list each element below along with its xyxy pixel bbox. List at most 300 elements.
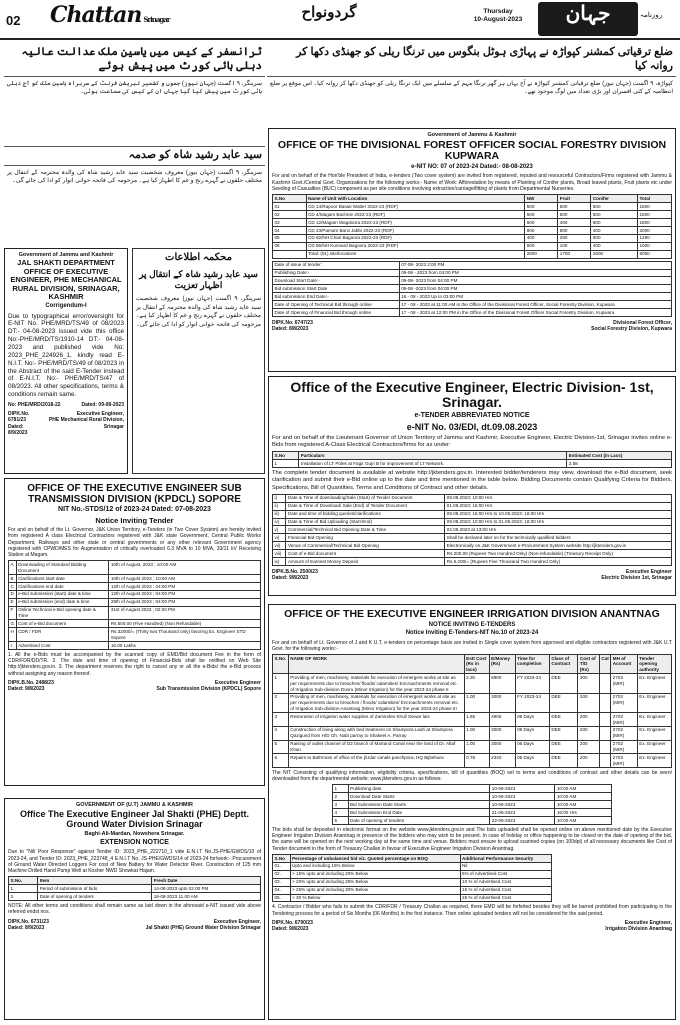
table-header-cell: S.No [273, 195, 307, 203]
table-cell: 2600 [591, 250, 638, 258]
table-cell: 2.30 [464, 674, 489, 693]
table-row [273, 203, 672, 211]
table-cell: 05 [273, 234, 307, 242]
table-cell: Online Technical e-Bid opening date & Time [16, 606, 109, 620]
table-cell: Publishing date [348, 785, 490, 793]
urdu-paragraph-condolence: سرینگر، ۹ اگست (جہان نیوز) معروف شخصیت سید عابد رشید شاہ کی والدہ محترمہ کے انتقال پر مختلف حلقوں نے گہرے رنج و غم کا اظہار کیا ہے۔ مرحومہ کی فاتحہ خوانی اتوار کو ادا کی جائے گی۔ [7, 169, 263, 185]
ad-ref-no: No: PHE/MRD/2018-22 [8, 401, 61, 408]
table-row [273, 870, 552, 878]
table-cell: 10-08-2023 [490, 785, 555, 793]
table-cell: Clarifications start date [16, 575, 109, 583]
table-cell: 800 [525, 226, 558, 234]
table-row [333, 817, 612, 825]
table-cell: 500 [558, 211, 591, 219]
table-cell: 500 [591, 211, 638, 219]
table-cell: iii) [273, 510, 286, 518]
ad-title: Office of the Executive Engineer, Electric Division- 1st, Srinagar. [290, 379, 654, 411]
table-header-cell: Percentage of unbalanced bid viz. Quoted percentage on BOQ [290, 854, 460, 862]
table-cell: 500 [591, 203, 638, 211]
brand-logo [50, 2, 170, 30]
table-cell: Venue of Commercial/Technical Bid Opening [286, 542, 445, 550]
table-cell: Ex. Engineer [637, 693, 671, 712]
ad-signoff [272, 920, 672, 933]
table-cell: 07-08- 2023 2:00 PM [399, 261, 671, 269]
table-cell: CD 56/NH Kunnard Bagoora 2022-23 (RDF) [306, 242, 525, 250]
table-cell: 12th of August 2023 ; 04:00 PM [109, 590, 261, 598]
table-cell: Nil [460, 862, 551, 870]
table-row [273, 261, 672, 269]
table-cell: Advertised Cost [16, 641, 109, 649]
table-row [273, 226, 672, 234]
table-cell: 05 Days [515, 754, 549, 768]
ad-title: Office The Executive Engineer Jal Shakti (PHE) Deptt. Ground Water Division Srinagar [19, 808, 250, 829]
table-cell: 2 [333, 793, 349, 801]
table-cell: 09.08.2023; 16:00 Hrs to 10.09.2023; 16:00 Hrs [445, 510, 672, 518]
table-cell: 10th of August 2023 ; 10:00 AM [109, 575, 261, 583]
table-header-cell: MH of Account [611, 655, 637, 674]
table-cell: 2702 (MIR) [611, 726, 637, 740]
ad-title: OFFICE OF THE EXECUTIVE ENGINEER SUB TRANSMISSION DIVISION (KPDCL) SOPORE [27, 483, 242, 505]
table-cell: Period of submission of bids [38, 885, 152, 893]
table-cell: Bid Submission Date Starts [348, 801, 490, 809]
table-cell: 800 [591, 218, 638, 226]
headline-main: ضلع ترقیاتی کمشنر کپواڑہ نے پہاڑی ہوٹل بنگوس میں ترنگا ریلی کو جھنڈی دکھا کر روانہ کیا [267, 44, 676, 77]
table-cell: ix) [273, 558, 286, 566]
table-cell: Date of opening of tenders [348, 817, 490, 825]
table-cell: Bid submission Start Date [273, 285, 400, 293]
ad-electric-division [268, 376, 676, 596]
table-cell: DEE [549, 693, 578, 712]
table-header-cell: S.No [273, 452, 299, 460]
table-row [333, 785, 612, 793]
table-header-row [273, 655, 672, 674]
table-cell: 16:00 Hrs [555, 809, 612, 817]
ad-gov: Government of Jammu and Kashmir [18, 252, 114, 258]
table-cell: 600 [525, 218, 558, 226]
table-cell: 16.00 Lakhs [109, 641, 261, 649]
issue-date-value: 10-August-2023 [473, 16, 523, 24]
table-cell: 300 [578, 674, 599, 693]
table-header-cell: Additional Performance Security [460, 854, 551, 862]
table-cell: Commercial/Technical Bid Opening Date & Time [286, 526, 445, 534]
table-cell: 2340 [489, 754, 515, 768]
ad-ref [8, 402, 124, 408]
table-cell: 09-08 - 2023 from 04:00 PM [399, 269, 671, 277]
table-cell: 1 [273, 460, 299, 468]
table-cell: 10-08-2023 [490, 801, 555, 809]
ad-schedule-table [272, 494, 672, 566]
table-header-cell: Tender opening authority [637, 655, 671, 674]
table-cell: 1500 [637, 211, 671, 219]
table-cell: Ex. Engineer [637, 754, 671, 768]
table-cell: FY 2023-24 [515, 674, 549, 693]
paper-logo-sub: روزنامہ [640, 12, 663, 19]
table-cell: 3 [333, 801, 349, 809]
ad-note: NOTE: All other terms and conditions shall remain same as laid down in the aforesaid e-NIT issued vide above referred endst nos. [8, 903, 261, 916]
table-row [273, 309, 672, 317]
ad-schedule-table [332, 784, 612, 825]
table-cell: 02.09.2023 at 13:00 Hrs [445, 526, 672, 534]
table-cell: 500 [525, 203, 558, 211]
table-cell: iv) [273, 518, 286, 526]
table-cell: Download Date Starts [348, 793, 490, 801]
table-cell: 22-08-2023 [490, 817, 555, 825]
table-cell [599, 713, 610, 727]
table-row [9, 575, 261, 583]
table-cell: 10:00 AM [555, 785, 612, 793]
table-row [273, 269, 672, 277]
table-cell: v) [273, 526, 286, 534]
table-row [273, 862, 552, 870]
table-cell: 8050 [637, 250, 671, 258]
table-cell: 2702 (MIR) [611, 740, 637, 754]
table-cell: 2702 (MIR) [611, 713, 637, 727]
table-row [9, 590, 261, 598]
table-row [273, 740, 672, 754]
table-cell [273, 250, 307, 258]
table-row [273, 726, 672, 740]
table-row [273, 534, 672, 542]
condolence-box-title: محکمہ اطلاعات [165, 252, 232, 263]
table-cell: 250 [558, 234, 591, 242]
table-header-cell: Time for completion [515, 655, 549, 674]
table-cell: Restoration of irrigation water supplies of Zaminden Khul/ Dewar lais [288, 713, 464, 727]
table-row [9, 582, 261, 590]
table-cell: 1 [333, 785, 349, 793]
table-cell: 500 [525, 242, 558, 250]
ad-body: For and on behalf of the Lieutenant Governor of Union Territory of Jammu and Kashmir, Executive Engineer, Electric Division-1st, Srinagar invites online e-Bids from registered A-Class Electrical Contractors/firms for as under: [272, 434, 672, 449]
table-header-row [9, 877, 261, 885]
ad-signatory: Executive Engineer, [76, 411, 124, 418]
condolence-box-heading: سید عابد رشید شاہ کے انتقال پر اظہار تعزیت [139, 268, 258, 290]
urdu-news-condolence [4, 146, 265, 246]
table-cell: DEE [549, 674, 578, 693]
table-cell: FY 2023-24 [515, 693, 549, 712]
table-cell: 1. [9, 885, 38, 893]
ad-signatory-office: Sub Transmission Division (KPDCL) Sopore [156, 686, 261, 693]
table-cell: E [9, 598, 17, 606]
ad-dipk: DIPK.No. 6790/23 [272, 919, 313, 926]
table-cell: > 20% upto and including 25% Below [290, 878, 460, 886]
table-cell: 09-08- 2023 from 04:00 PM [399, 277, 671, 285]
table-cell: 2000 [637, 226, 671, 234]
table-cell: 1.65 [464, 713, 489, 727]
table-cell: 2800 [525, 250, 558, 258]
table-header-cell: S.No [273, 854, 291, 862]
ad-signatory-office: Electric Division 1st, Srinagar [601, 575, 672, 582]
table-row [273, 494, 672, 502]
table-cell: Financial Bid Opening [286, 534, 445, 542]
table-header-cell: Conifer [591, 195, 638, 203]
table-cell: Ex. Engineer [637, 740, 671, 754]
table-cell: 3 [273, 713, 289, 727]
table-cell: 10:00 AM [555, 817, 612, 825]
table-cell: Download Start Date:- [273, 277, 400, 285]
ad-works-table [272, 654, 672, 768]
table-row [273, 502, 672, 510]
ad-date-table [8, 876, 261, 901]
table-cell [599, 754, 610, 768]
table-cell: Providing of men, machinery, materials for execution of emergent works at site as per requirements due to breaches/ floods/ calamities/ Encroachments removal etc. of Irrigation Sub-division Dooru (Minor Irrigation) for the year 2023-24 phase II [288, 674, 464, 693]
table-header-cell: Item [38, 877, 152, 885]
table-row [273, 211, 672, 219]
table-cell: 500 [525, 211, 558, 219]
table-row [273, 460, 672, 468]
table-cell: Total: (01) site/locations [306, 250, 525, 258]
table-cell: Rs.200.00 (Rupees Two Hundred Only) (Non-refundable) (Treasury Receipt Only) [445, 550, 672, 558]
table-cell: CD 23/Pamam Banii Jabbi 2022-23 (RDF) [306, 226, 525, 234]
table-header-cell: Total [637, 195, 671, 203]
table-header-cell: Cat [599, 655, 610, 674]
ad-gov: Government of Jammu & Kashmir [427, 132, 517, 138]
table-cell: 01 [273, 203, 307, 211]
table-cell: CD 62/NH Chari Bagoora 2022-23 (RDF) [306, 234, 525, 242]
table-row [273, 713, 672, 727]
table-row [273, 894, 552, 902]
table-cell: 21-08-2023 [490, 809, 555, 817]
table-cell: I [9, 641, 17, 649]
table-cell: CD 4/Magam Bachnie 2022-23 (RDF) [306, 211, 525, 219]
urdu-paragraph-main: کپواڑہ، ۹ اگست (جہان نیوز) ضلع ترقیاتی کمشنر کپواڑہ نے آج یہاں ہر گھر ترنگا مہم کے سلسلے میں ایک ترنگا ریلی کو جھنڈی دکھا کر روانہ کیا۔ اس موقع پر ضلع انتظامیہ کے کئی افسران اور بڑی تعداد میں لوگ موجود تھے۔ [270, 80, 674, 96]
table-cell: CD 14/Rapoor Basati Watter 2022-23 (RDF) [306, 203, 525, 211]
table-cell: 4905 [489, 713, 515, 727]
ad-dated: Dated: 8/8/2023 [272, 326, 309, 333]
table-cell: 4 [333, 809, 349, 817]
table-row [273, 674, 672, 693]
ad-schedule-table [8, 560, 261, 650]
table-cell: 09-08 -2023 from 04:00 PM [399, 285, 671, 293]
table-cell: > 15% upto and including 20% Below [290, 870, 460, 878]
ad-kpdcl-sopore [4, 478, 265, 786]
table-cell: G [10, 620, 15, 626]
table-cell: Ex. Engineer [637, 726, 671, 740]
table-cell: 1000 [637, 242, 671, 250]
ad-body-3: 4. Contractor / Bidder who fails to submit the CDR/FDR / Treasury Challan as required, there EMD will be forfeited besides they will be barred prohibited from participating in the Tendering process for a period of Six Months (06 Months) in the first instance. Then online uploaded tenders will not be considered for the said period. [272, 904, 672, 917]
table-row [273, 277, 672, 285]
ad-schedule-table [272, 261, 672, 317]
table-cell: Downloading of Standard Bidding Document [16, 561, 109, 575]
table-row [273, 550, 672, 558]
ad-dated: Dated: 8/9/2023 [8, 924, 45, 931]
table-cell: 2.58 [567, 460, 672, 468]
table-header-cell: S.No. [9, 877, 38, 885]
ad-phe-mechanical [4, 248, 128, 474]
ad-signoff [8, 680, 261, 693]
table-cell: 6 [273, 754, 289, 768]
table-cell: 1800 [637, 218, 671, 226]
table-header-cell: Particulars [299, 452, 567, 460]
ad-signatory: Executive Engineer, [624, 919, 672, 926]
table-cell: 09.08.2023; 10:00 Hrs [445, 494, 672, 502]
table-cell: 1.00 [464, 740, 489, 754]
table-cell: 2. [9, 893, 38, 901]
table-row [273, 878, 552, 886]
table-cell: Rs.5,200/= (Rupees Five Thousand Two Hundred Only) [445, 558, 672, 566]
table-header-row [273, 195, 672, 203]
table-header-cell: NAME OF WORK [288, 655, 464, 674]
table-cell: 02 [273, 211, 307, 219]
table-header-cell: Fresh Date [152, 877, 261, 885]
table-cell: Date & Time of Download/ Sale (End) of Tender Document [286, 502, 445, 510]
table-cell: 5 [273, 740, 289, 754]
table-cell: Publishing Date:- [273, 269, 400, 277]
table-cell: 14-08-2023 upto 02.00 PM [152, 885, 261, 893]
table-row [273, 250, 672, 258]
table-cell: 12th of August 2023 ; 04:00 PM [109, 582, 261, 590]
table-cell: 01.09.2023; 16:00 Hrs [445, 502, 672, 510]
ad-signatory-office: PHE Mechanical Rural Division, Srinagar [48, 417, 124, 430]
urdu-paragraph-left: سرینگر، ۹ اگست (جہان نیوز) جموں و کشمیر لبریشن فرنٹ کے سربراہ یاسین ملک کو آج دہلی ہائی کورٹ میں پیش کیا گیا جہاں ان کے کیس کی سماعت ہوئی۔ [7, 80, 262, 96]
table-cell: DEE [549, 740, 578, 754]
ad-dipk: DIPK.No. 6781/23 [8, 411, 30, 424]
table-row [9, 606, 261, 620]
table-row [273, 242, 672, 250]
ad-rebate-table [272, 854, 552, 903]
ad-body-2: The bids shall be deposited in electronic format on the website www.jktenders.gov.in and The bids uploaded shall be opened online on above mentioned date by the Executive Engineer Irrigation Division Anantnag in presence of the bidders who may wish to be present. In case of holiday or office happening to be closed on the date of opening of the bid, the same will be opened on the next working day at the same time and venue. Bidders must ensure to upload scanned copies (on 100dpi) of all necessary documents like Cost of Tender document in the form of Treasury Challan in favour of Executive Engineer Irrigation Division Anantnag. [272, 826, 672, 852]
table-row [9, 598, 261, 606]
table-cell: DEE [549, 713, 578, 727]
brand-name: Chattan [50, 2, 142, 28]
table-row [273, 693, 672, 712]
table-header-cell: Estt Cost (Rs in lacs) [464, 655, 489, 674]
table-cell: 0.78 [464, 754, 489, 768]
table-cell: 09.08.2023; 10:00 Hrs to 01.09.2023; 16:00 Hrs [445, 518, 672, 526]
table-header-cell: E/Money (Rs) [489, 655, 515, 674]
table-cell: 3000 [489, 726, 515, 740]
table-cell: 2 [273, 693, 289, 712]
urdu-news-left [4, 44, 265, 144]
ad-signatory: Executive Engineer, [213, 918, 261, 925]
table-cell: Date & Time of Bid Uploading (Start-End) [286, 518, 445, 526]
table-cell: vi) [273, 534, 286, 542]
table-cell: 4 [273, 726, 289, 740]
section-title: گردونواح [301, 4, 357, 21]
table-row [273, 234, 672, 242]
table-cell: Repairs to Bathroom of office of the j/Udar canals panchpora, HQ Bijbehara [288, 754, 464, 768]
table-cell: A [9, 561, 17, 575]
table-header-cell: Cost of T/D (Rs) [578, 655, 599, 674]
ad-dated: Dated: 9/8/2023 [272, 575, 309, 582]
table-row [273, 301, 672, 309]
ad-irrigation-anantnag [268, 604, 676, 1020]
ad-dated: Dated: 9/8/2023 [272, 926, 309, 933]
table-cell: 200 [578, 726, 599, 740]
table-cell: Clarifications end date [16, 582, 109, 590]
table-cell: D [9, 590, 17, 598]
table-cell: 3000 [489, 740, 515, 754]
table-cell: 16-08-2023 11.00 AM [152, 893, 261, 901]
table-cell: DEE [549, 726, 578, 740]
table-cell: 200 [578, 754, 599, 768]
ad-body-2: The complete tender document is available at website http://jktenders.gov.in. Interested bidder/tenderers may view, download the e-Bid document, seek clarification and submit their e-Bid online up to the date and time mentioned in the table below. Bidding Documents contain Qualifying Criteria for Bidders, Specifications, Bill of Quantities, Terms and Conditions of Contract and other details. [272, 470, 672, 491]
table-cell: 3000 [489, 693, 515, 712]
table-cell: 600 [591, 234, 638, 242]
ad-title: OFFICE OF EXECUTIVE ENGINEER, PHE MECHANICAL RURAL DIVISION, SRINAGAR, KASHMIR [10, 266, 122, 302]
table-cell: Date & Time of downloading/Sale (Start) of Tender Document [286, 494, 445, 502]
table-cell: 04 [273, 226, 307, 234]
table-cell: 17 - 08 - 2023 at 11:00 AM in the Office of the Divisional Forest Officer, Social Forestry Division, Kupwara [399, 301, 671, 309]
table-row [273, 886, 552, 894]
brand-sub: Srinagar [143, 15, 170, 24]
table-row [333, 793, 612, 801]
table-cell: viii) [273, 550, 286, 558]
table-cell: 01. [273, 862, 291, 870]
table-cell: 400 [591, 226, 638, 234]
ad-signoff [8, 411, 124, 436]
table-cell: Rs.500.00 (Five Hundred) (Non Refundable) [109, 620, 261, 628]
ad-ground-water [4, 798, 265, 1020]
table-cell: Date of Opening of Technical Bid through online [273, 301, 400, 309]
masthead [0, 0, 680, 40]
ad-nit: e-NIT NO: 07 of 2023-24 Dated:- 08-08-2023 [411, 163, 533, 170]
table-cell [599, 740, 610, 754]
table-cell: 10th of August, 2023 ; 10:00 AM [109, 561, 261, 575]
ad-body: For and on behalf of the Hon'ble President of India, e-tenders (Two cover system) are invited from registered, reputed and resourceful Contractors/Firms registered with Jammu & Kashmir Govt./Central Govt. Organizations for the following works:- Name of Work: Afforestation by means of Planting of Conifer plants, Broad leaved plants, Fruit plants etc under Seeding of Casualties (BUC) component as per site conditions involving extraction/carriage/fitting of plants from Departmental Nurseries. [272, 173, 672, 192]
ad-subtitle: EXTENSION NOTICE [100, 838, 169, 846]
table-cell: 200 [578, 740, 599, 754]
table-cell: 1250 [637, 234, 671, 242]
ad-nit: NIT No.-STDS/12 of 2023-24 Dated: 07-08-2023 [58, 506, 211, 513]
ad-nit: e-NIT No. 03/EDI, dt.09.08.2023 [406, 421, 538, 432]
table-cell: vii) [273, 542, 286, 550]
table-header-cell: Name of Unit with Location [306, 195, 525, 203]
table-cell: 1 [273, 674, 289, 693]
table-cell: 400 [558, 218, 591, 226]
table-header-cell: NW [525, 195, 558, 203]
table-cell: 15 % of Advertised Cost [460, 886, 551, 894]
ad-subtitle: Corrigendum-I [45, 303, 87, 309]
ad-body: Due to typographical error/oversight for E-NIT No. PHE/MRD/TS/49 of 08/2023 DT:- 04-08-2023 issued vide this office No:-PHE/MRD/TS/1910-14 DT:- 04-08-2023 and published vide No: 2023_PHE_224926_1, kindly read E-N.I.T. No:- PHE/MRD/TS/49 of 08/2023 in the Abstract of the said E-Tender instead of E-N.I.T. No:- PHE/MRD/TS/47 of 08/2023. All other specifications, terms & conditions remain same. [8, 312, 124, 399]
ad-nit: Notice Inviting E-Tenders-NIT No.10 of 2023-24 [405, 630, 539, 637]
headline-condolence: سید عابد رشید شاہ کو صدمہ [4, 147, 265, 166]
table-row [9, 628, 261, 642]
table-cell: 10-08-2023 [490, 793, 555, 801]
table-row [273, 293, 672, 301]
condolence-box [132, 248, 265, 474]
table-cell: 1500 [637, 203, 671, 211]
ad-title: OFFICE OF THE DIVISIONAL FOREST OFFICER SOCIAL FORESTRY DIVISION KUPWARA [277, 138, 667, 163]
table-row [273, 754, 672, 768]
table-header-cell: Estimated Cost (in Lacs) [567, 452, 672, 460]
table-cell: 2702 (MIR) [611, 754, 637, 768]
table-row [9, 561, 261, 575]
ad-body: For and on behalf of Lt. Governor of J and K U.T, e-tenders on percentage basis are invited in Single cover system from approved and eligible contractors registered with J&K U.T Govt. for the following works:- [272, 639, 672, 652]
ad-dipk: DIPK.No. 6731/23 [8, 918, 49, 925]
table-cell: Bid Submission End Date [348, 809, 490, 817]
ad-item-table [272, 451, 672, 468]
table-cell [599, 726, 610, 740]
issue-day: Thursday [483, 8, 513, 15]
table-cell: 500 [558, 203, 591, 211]
table-cell: CD 12/Magam Wagdoora 2022-23 (RDF) [306, 218, 525, 226]
ad-ref-date: Dated: 09-08-2023 [81, 401, 124, 408]
ad-signoff [272, 320, 672, 333]
page-number: 02 [6, 13, 21, 28]
ad-dated: Dated: 9/8/2023 [8, 686, 45, 693]
table-cell: Bid submission End Date:- [273, 293, 400, 301]
table-cell: e-Bid submission (start) date & time [16, 590, 109, 598]
urdu-news-main [267, 44, 676, 126]
table-cell: 29th of August 2023 ; 04:00 PM [109, 598, 261, 606]
table-cell: 06 Days [515, 726, 549, 740]
table-cell: 06 [273, 242, 307, 250]
table-cell: 5 [333, 817, 349, 825]
table-cell: 6900 [489, 674, 515, 693]
table-row [9, 893, 261, 901]
table-cell: 10 % of Advertised Cost [460, 878, 551, 886]
paper-logo: جہان [538, 2, 638, 36]
table-cell: CDR / FDR [16, 628, 109, 642]
